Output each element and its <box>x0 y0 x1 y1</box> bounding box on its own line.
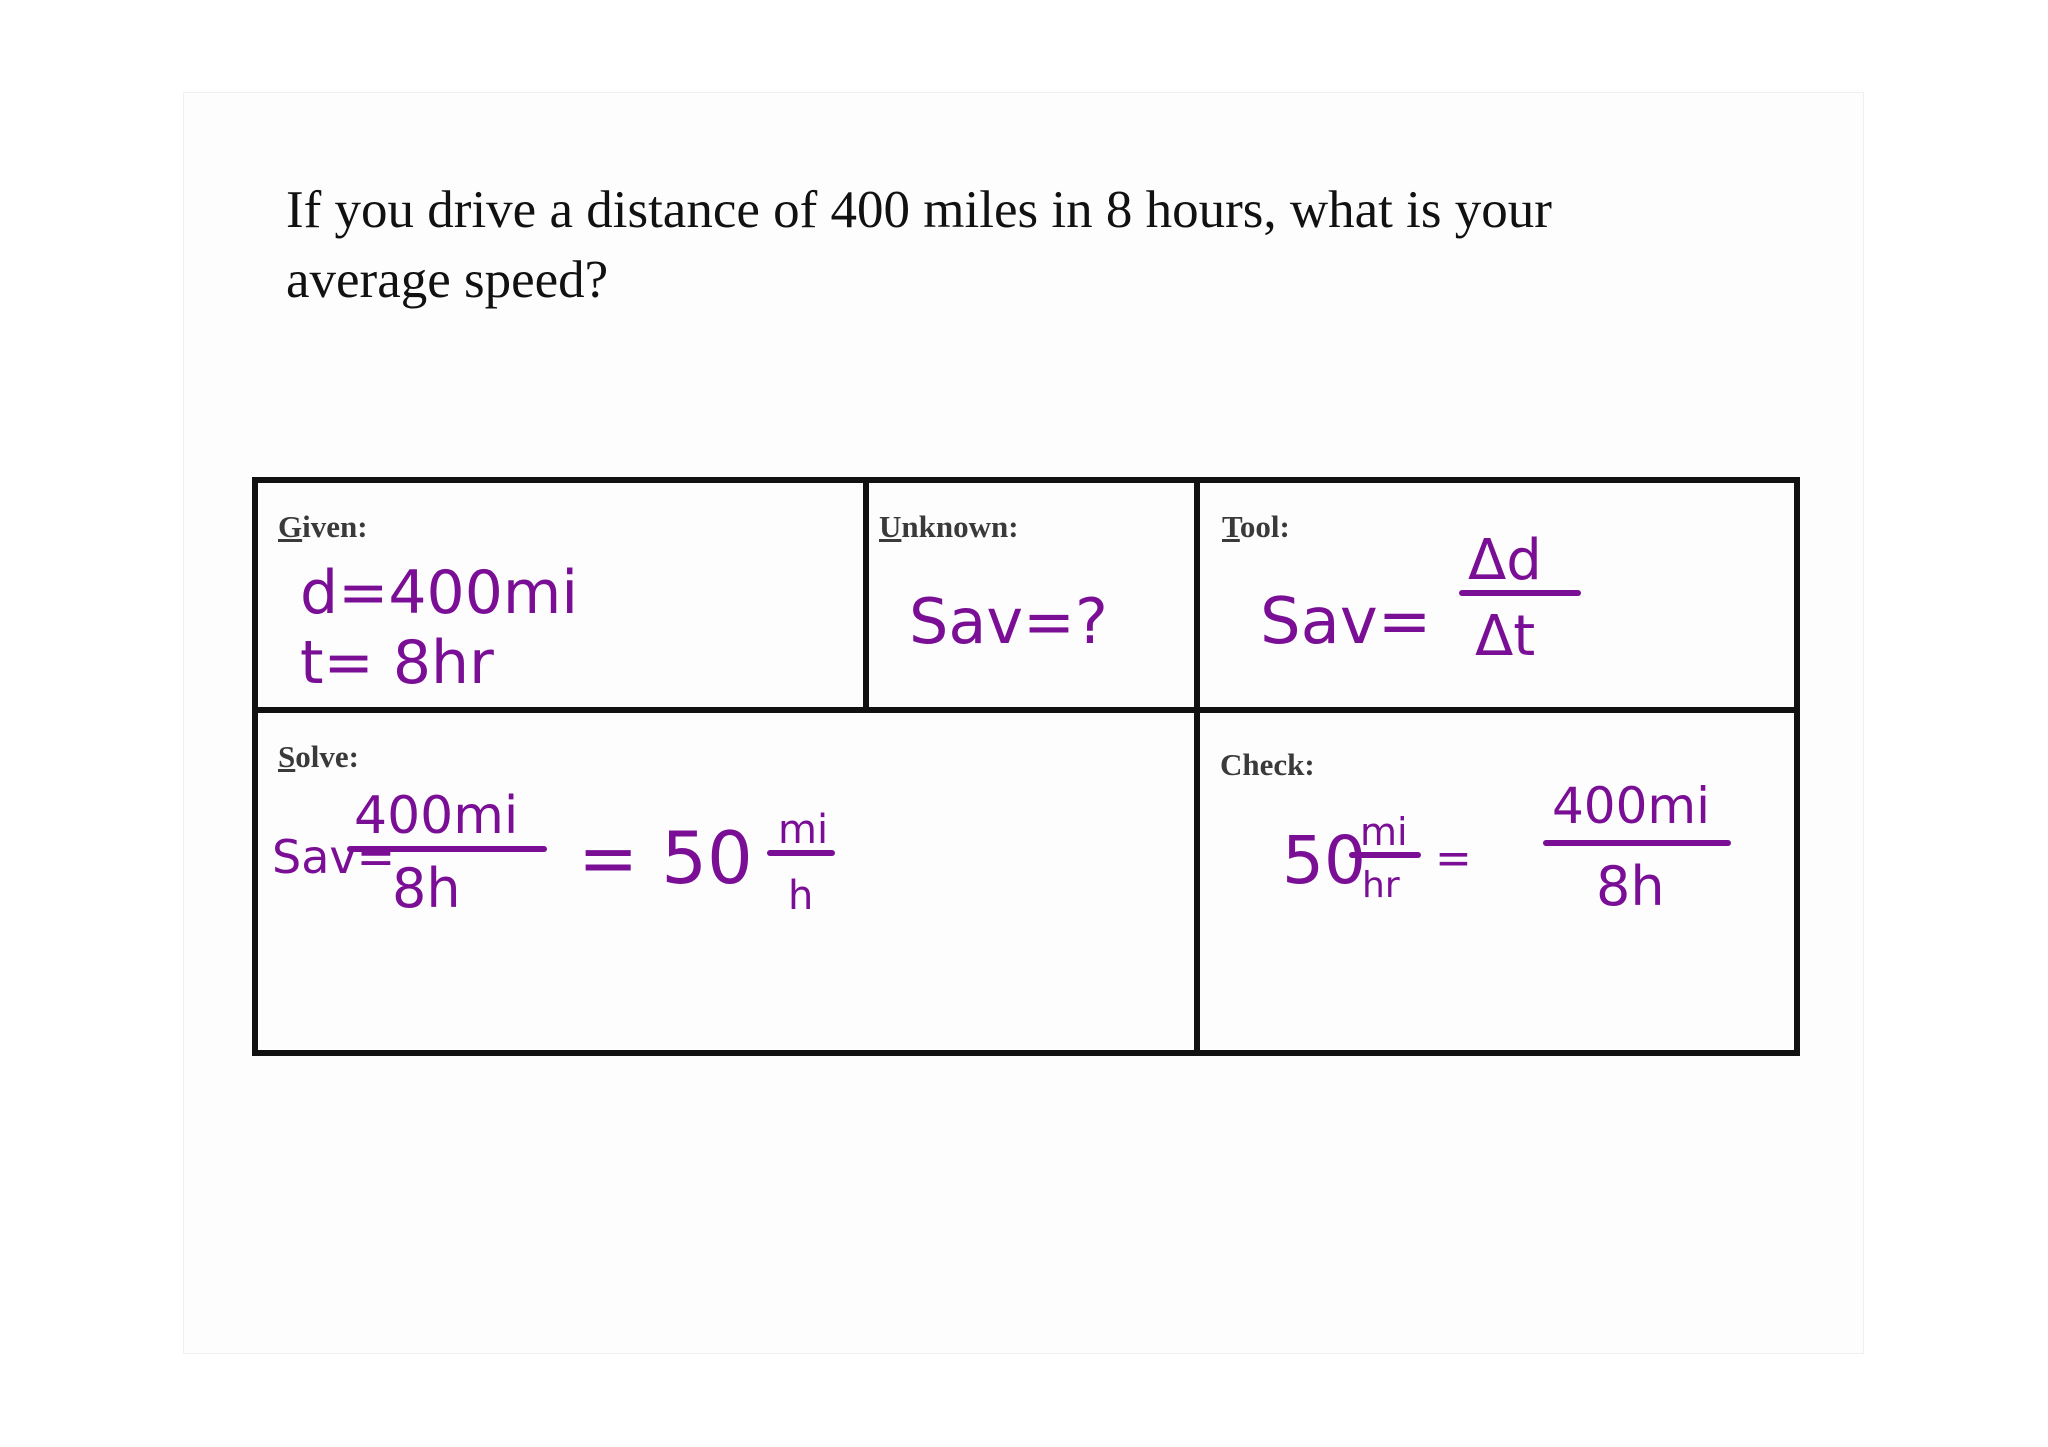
check-cell <box>1200 713 1794 1050</box>
solve-unit-den: h <box>788 873 814 919</box>
given-cell <box>258 483 863 707</box>
unknown-cell <box>869 483 1194 707</box>
solve-lhs: Sav= <box>272 830 396 884</box>
solve-numerator: 400mi <box>354 786 519 846</box>
solve-denominator: 8h <box>392 857 461 920</box>
check-unit-num: mi <box>1360 810 1408 854</box>
question-text: If you drive a distance of 400 miles in 8 hours, what is your average speed? <box>286 181 1552 309</box>
check-denominator: 8h <box>1596 855 1665 918</box>
given-time: t= 8hr <box>300 628 494 698</box>
check-equals: = <box>1435 833 1472 884</box>
tool-lhs: Sav= <box>1260 585 1432 659</box>
slide <box>183 92 1864 1354</box>
solve-label: Solve: <box>278 739 359 774</box>
solve-cell <box>258 713 1194 1050</box>
tool-denominator: Δt <box>1475 604 1536 669</box>
check-value: 50 <box>1282 822 1366 899</box>
unknown-label: Unknown: <box>879 509 1019 544</box>
check-numerator: 400mi <box>1552 777 1711 835</box>
check-unit-den: hr <box>1362 865 1400 906</box>
tool-cell <box>1200 483 1794 707</box>
tool-label: Tool: <box>1222 509 1290 544</box>
given-label: Given: <box>278 509 368 544</box>
given-distance: d=400mi <box>300 558 578 628</box>
tool-numerator: Δd <box>1468 528 1542 593</box>
solve-result: = 50 <box>578 816 753 900</box>
solve-unit-num: mi <box>778 807 829 853</box>
check-label: Check: <box>1220 747 1315 782</box>
unknown-expression: Sav=? <box>909 585 1108 658</box>
